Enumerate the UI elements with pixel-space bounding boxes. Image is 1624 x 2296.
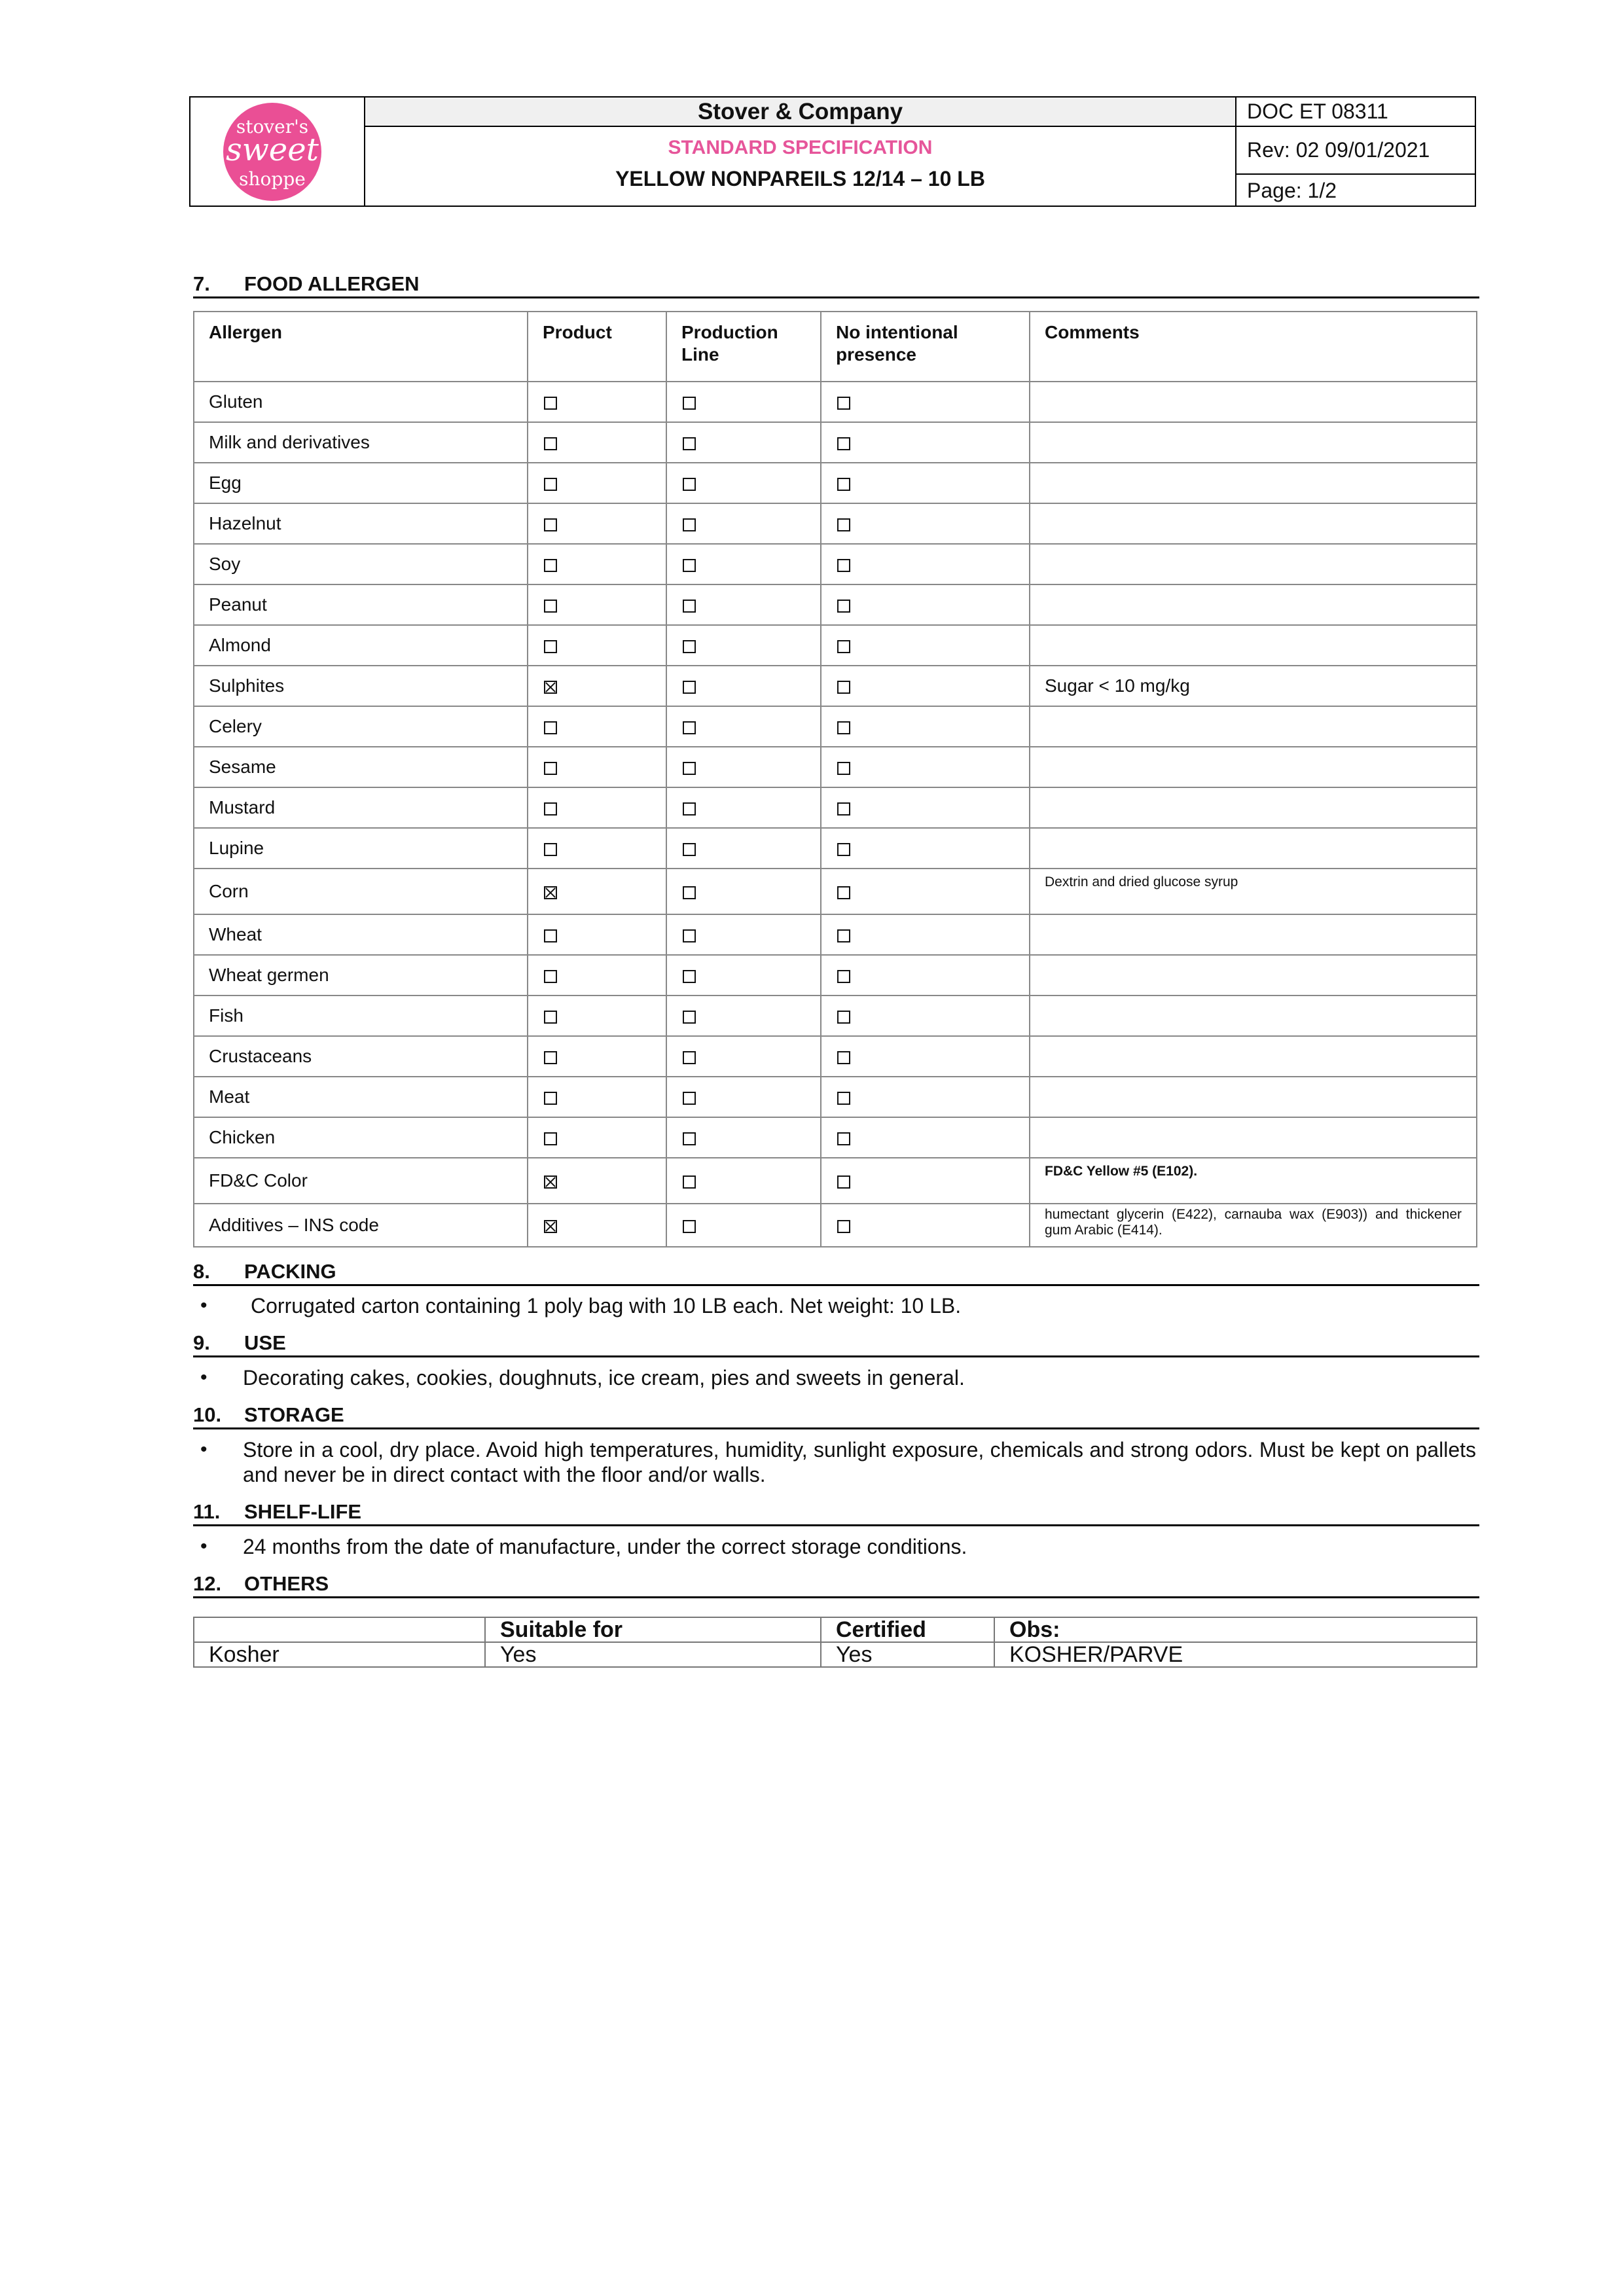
section-number: 9. (193, 1331, 210, 1354)
comment-cell: humectant glycerin (E422), carnauba wax (E903)) and thickener gum Arabic (E414). (1030, 1204, 1477, 1247)
empty-box-icon (544, 970, 557, 983)
checkbox-cell (666, 1204, 821, 1247)
empty-box-icon (544, 1132, 557, 1145)
shelf-life-text: 24 months from the date of manufacture, under the correct storage conditions. (243, 1535, 967, 1558)
comment-cell (1030, 503, 1477, 544)
empty-box-icon (837, 1011, 850, 1024)
empty-box-icon (683, 1092, 696, 1105)
checkbox-cell (821, 1077, 1030, 1117)
empty-box-icon (837, 886, 850, 899)
section-title: PACKING (244, 1260, 336, 1283)
checkbox-cell (666, 828, 821, 869)
checkbox-cell (528, 463, 666, 503)
table-row (194, 382, 1477, 422)
logo-line-2: sweet (226, 132, 319, 168)
allergen-name: Wheat germen (194, 955, 528, 996)
empty-box-icon (683, 437, 696, 450)
empty-box-icon (683, 681, 696, 694)
empty-box-icon (683, 1220, 696, 1233)
checkbox-cell (821, 787, 1030, 828)
empty-box-icon (683, 762, 696, 775)
empty-box-icon (683, 1011, 696, 1024)
empty-box-icon (544, 559, 557, 572)
checkbox-cell (666, 914, 821, 955)
allergen-table-header (194, 312, 1477, 382)
section-title: OTHERS (244, 1572, 329, 1595)
empty-box-icon (837, 600, 850, 613)
checkbox-cell (666, 625, 821, 666)
empty-box-icon (544, 802, 557, 816)
checkbox-cell (821, 869, 1030, 914)
allergen-name: FD&C Color (194, 1158, 528, 1204)
use-text: Decorating cakes, cookies, doughnuts, ice cream, pies and sweets in general. (243, 1366, 965, 1390)
section-11-heading (193, 1500, 1479, 1526)
table-row (194, 787, 1477, 828)
comment-cell (1030, 463, 1477, 503)
table-row (194, 955, 1477, 996)
checkbox-cell (821, 382, 1030, 422)
checkbox-cell (666, 996, 821, 1036)
packing-text: Corrugated carton containing 1 poly bag with 10 LB each. Net weight: 10 LB. (251, 1294, 962, 1318)
comment-cell (1030, 706, 1477, 747)
comment-cell (1030, 787, 1477, 828)
empty-box-icon (683, 802, 696, 816)
comment-cell (1030, 747, 1477, 787)
empty-box-icon (837, 721, 850, 734)
empty-box-icon (837, 843, 850, 856)
checkbox-cell (666, 1158, 821, 1204)
comment-cell (1030, 914, 1477, 955)
checkbox-cell (821, 1204, 1030, 1247)
comment-cell (1030, 584, 1477, 625)
comment-cell (1030, 422, 1477, 463)
empty-box-icon (837, 640, 850, 653)
column-header (194, 1617, 485, 1642)
section-number: 11. (193, 1500, 221, 1523)
column-header: Production Line (666, 312, 821, 382)
checkbox-cell (666, 1036, 821, 1077)
section-number: 8. (193, 1260, 210, 1283)
checked-box-icon (544, 1175, 557, 1189)
checkbox-cell (821, 828, 1030, 869)
table-row (194, 869, 1477, 914)
column-header: Obs: (994, 1617, 1477, 1642)
table-cell: Yes (821, 1642, 994, 1667)
empty-box-icon (837, 762, 850, 775)
logo-line-3: shoppe (239, 168, 306, 190)
table-row (194, 1117, 1477, 1158)
checkbox-cell (528, 996, 666, 1036)
checked-box-icon (544, 886, 557, 899)
empty-box-icon (544, 843, 557, 856)
allergen-name: Wheat (194, 914, 528, 955)
checkbox-cell (821, 1117, 1030, 1158)
empty-box-icon (683, 721, 696, 734)
empty-box-icon (837, 478, 850, 491)
allergen-name: Hazelnut (194, 503, 528, 544)
checkbox-cell (528, 1204, 666, 1247)
document-header (189, 96, 1476, 207)
empty-box-icon (837, 397, 850, 410)
checkbox-cell (528, 666, 666, 706)
checkbox-cell (528, 625, 666, 666)
checkbox-cell (666, 706, 821, 747)
empty-box-icon (544, 1051, 557, 1064)
bullet-icon: • (200, 1439, 208, 1460)
table-cell: Kosher (194, 1642, 485, 1667)
checkbox-cell (666, 955, 821, 996)
empty-box-icon (683, 397, 696, 410)
allergen-name: Milk and derivatives (194, 422, 528, 463)
section-10-heading (193, 1403, 1479, 1429)
allergen-table (193, 311, 1477, 1247)
empty-box-icon (837, 559, 850, 572)
section-number: 7. (193, 272, 210, 295)
checkbox-cell (821, 666, 1030, 706)
empty-box-icon (683, 478, 696, 491)
allergen-name: Sulphites (194, 666, 528, 706)
table-row (194, 1642, 1477, 1667)
empty-box-icon (544, 437, 557, 450)
table-row (194, 503, 1477, 544)
company-name: Stover & Company (365, 98, 1235, 127)
allergen-name: Additives – INS code (194, 1204, 528, 1247)
table-row (194, 666, 1477, 706)
checkbox-cell (528, 914, 666, 955)
table-row (194, 706, 1477, 747)
empty-box-icon (837, 1220, 850, 1233)
empty-box-icon (683, 1132, 696, 1145)
others-table-header (194, 1617, 1477, 1642)
allergen-name: Corn (194, 869, 528, 914)
comment-cell (1030, 996, 1477, 1036)
checkbox-cell (666, 584, 821, 625)
empty-box-icon (683, 929, 696, 942)
table-row (194, 1036, 1477, 1077)
empty-box-icon (683, 559, 696, 572)
empty-box-icon (544, 640, 557, 653)
checkbox-cell (528, 503, 666, 544)
table-row (194, 914, 1477, 955)
spec-label: STANDARD SPECIFICATION (668, 137, 933, 158)
empty-box-icon (683, 886, 696, 899)
empty-box-icon (683, 518, 696, 531)
allergen-name: Fish (194, 996, 528, 1036)
empty-box-icon (544, 397, 557, 410)
header-meta-cell (1236, 98, 1475, 206)
column-header: Allergen (194, 312, 528, 382)
column-header: Product (528, 312, 666, 382)
empty-box-icon (837, 1051, 850, 1064)
table-row (194, 747, 1477, 787)
checkbox-cell (821, 503, 1030, 544)
logo-line-1: stover's (236, 116, 309, 137)
company-logo (223, 103, 321, 201)
empty-box-icon (544, 762, 557, 775)
others-table (193, 1617, 1477, 1668)
bullet-icon: • (200, 1295, 208, 1316)
table-row (194, 1077, 1477, 1117)
allergen-name: Mustard (194, 787, 528, 828)
checkbox-cell (666, 1117, 821, 1158)
allergen-name: Soy (194, 544, 528, 584)
checkbox-cell (821, 544, 1030, 584)
empty-box-icon (544, 1011, 557, 1024)
checkbox-cell (821, 584, 1030, 625)
comment-cell (1030, 828, 1477, 869)
checkbox-cell (821, 1036, 1030, 1077)
allergen-name: Egg (194, 463, 528, 503)
empty-box-icon (837, 1132, 850, 1145)
section-8-heading (193, 1260, 1479, 1286)
checkbox-cell (821, 914, 1030, 955)
section-title: USE (244, 1331, 286, 1354)
checkbox-cell (528, 706, 666, 747)
comment-cell (1030, 382, 1477, 422)
empty-box-icon (683, 970, 696, 983)
empty-box-icon (683, 600, 696, 613)
checkbox-cell (666, 869, 821, 914)
section-title: SHELF-LIFE (244, 1500, 362, 1523)
comment-cell (1030, 1036, 1477, 1077)
doc-number: DOC ET 08311 (1236, 98, 1475, 127)
checkbox-cell (528, 955, 666, 996)
checkbox-cell (528, 1117, 666, 1158)
comment-cell: Sugar < 10 mg/kg (1030, 666, 1477, 706)
checkbox-cell (821, 706, 1030, 747)
checkbox-cell (666, 463, 821, 503)
checkbox-cell (528, 1158, 666, 1204)
checkbox-cell (528, 787, 666, 828)
product-title: YELLOW NONPAREILS 12/14 – 10 LB (615, 167, 985, 190)
revision: Rev: 02 09/01/2021 (1236, 127, 1475, 175)
checkbox-cell (528, 1077, 666, 1117)
empty-box-icon (544, 478, 557, 491)
empty-box-icon (837, 1092, 850, 1105)
checkbox-cell (528, 869, 666, 914)
comment-cell (1030, 625, 1477, 666)
checkbox-cell (821, 625, 1030, 666)
table-row (194, 463, 1477, 503)
header-title-cell (365, 98, 1236, 206)
storage-text: Store in a cool, dry place. Avoid high temperatures, humidity, sunlight exposure, chemicals and strong odors. Must be kept on pallets and never be in direct contact with the floor and/or walls. (243, 1438, 1476, 1486)
allergen-name: Sesame (194, 747, 528, 787)
section-title: STORAGE (244, 1403, 344, 1426)
checkbox-cell (666, 747, 821, 787)
allergen-name: Celery (194, 706, 528, 747)
empty-box-icon (544, 1092, 557, 1105)
checkbox-cell (666, 422, 821, 463)
checkbox-cell (528, 584, 666, 625)
logo-cell (190, 98, 365, 206)
comment-cell: Dextrin and dried glucose syrup (1030, 869, 1477, 914)
column-header: Comments (1030, 312, 1477, 382)
checkbox-cell (821, 422, 1030, 463)
checkbox-cell (821, 955, 1030, 996)
empty-box-icon (837, 802, 850, 816)
section-title: FOOD ALLERGEN (244, 272, 420, 295)
empty-box-icon (683, 843, 696, 856)
comment-cell: FD&C Yellow #5 (E102). (1030, 1158, 1477, 1204)
empty-box-icon (544, 518, 557, 531)
checkbox-cell (821, 996, 1030, 1036)
checkbox-cell (528, 422, 666, 463)
empty-box-icon (837, 1175, 850, 1189)
comment-cell (1030, 1077, 1477, 1117)
bullet-icon: • (200, 1367, 208, 1388)
comment-cell (1030, 955, 1477, 996)
empty-box-icon (544, 929, 557, 942)
table-row (194, 996, 1477, 1036)
checkbox-cell (821, 747, 1030, 787)
allergen-name: Almond (194, 625, 528, 666)
empty-box-icon (837, 970, 850, 983)
checkbox-cell (821, 1158, 1030, 1204)
empty-box-icon (544, 721, 557, 734)
section-12-heading (193, 1572, 1479, 1598)
allergen-name: Peanut (194, 584, 528, 625)
checkbox-cell (528, 828, 666, 869)
comment-cell (1030, 544, 1477, 584)
table-cell: Yes (485, 1642, 821, 1667)
table-row (194, 1158, 1477, 1204)
checkbox-cell (528, 1036, 666, 1077)
empty-box-icon (837, 518, 850, 531)
checkbox-cell (666, 666, 821, 706)
checkbox-cell (528, 747, 666, 787)
table-row (194, 422, 1477, 463)
table-row (194, 1204, 1477, 1247)
section-7-heading (193, 272, 1479, 298)
checkbox-cell (666, 1077, 821, 1117)
table-row (194, 828, 1477, 869)
section-number: 10. (193, 1403, 222, 1426)
checkbox-cell (666, 787, 821, 828)
allergen-name: Lupine (194, 828, 528, 869)
checkbox-cell (666, 503, 821, 544)
checkbox-cell (528, 544, 666, 584)
empty-box-icon (544, 600, 557, 613)
page-number: Page: 1/2 (1247, 179, 1337, 202)
comment-cell (1030, 1117, 1477, 1158)
section-number: 12. (193, 1572, 222, 1595)
bullet-icon: • (200, 1535, 208, 1557)
allergen-name: Meat (194, 1077, 528, 1117)
empty-box-icon (683, 640, 696, 653)
column-header: Certified (821, 1617, 994, 1642)
checkbox-cell (666, 544, 821, 584)
checked-box-icon (544, 1220, 557, 1233)
empty-box-icon (683, 1175, 696, 1189)
allergen-name: Chicken (194, 1117, 528, 1158)
allergen-name: Crustaceans (194, 1036, 528, 1077)
allergen-name: Gluten (194, 382, 528, 422)
checkbox-cell (528, 382, 666, 422)
checkbox-cell (666, 382, 821, 422)
empty-box-icon (837, 929, 850, 942)
column-header: No intentional presence (821, 312, 1030, 382)
empty-box-icon (683, 1051, 696, 1064)
table-row (194, 584, 1477, 625)
empty-box-icon (837, 681, 850, 694)
checked-box-icon (544, 681, 557, 694)
section-9-heading (193, 1331, 1479, 1357)
checkbox-cell (821, 463, 1030, 503)
table-row (194, 544, 1477, 584)
table-row (194, 625, 1477, 666)
table-cell: KOSHER/PARVE (994, 1642, 1477, 1667)
column-header: Suitable for (485, 1617, 821, 1642)
empty-box-icon (837, 437, 850, 450)
